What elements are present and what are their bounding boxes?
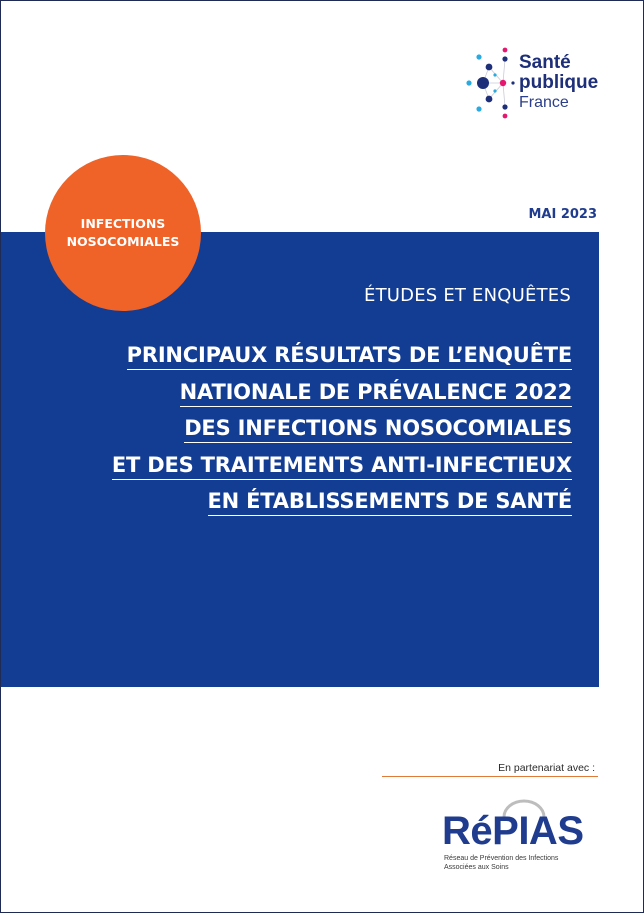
logo-wordmark (519, 53, 598, 113)
logo-line-publique: publique (519, 72, 599, 93)
title-line: EN ÉTABLISSEMENTS DE SANTÉ (208, 487, 572, 516)
publication-date: MAI 2023 (528, 207, 597, 222)
repias-wordmark: RéPIAS (442, 809, 584, 853)
sante-publique-france-logo (465, 45, 615, 121)
repias-logo (442, 799, 602, 879)
title-line: PRINCIPAUX RÉSULTATS DE L’ENQUÊTE (127, 341, 572, 370)
title-line: ET DES TRAITEMENTS ANTI-INFECTIEUX (112, 451, 572, 480)
series-category: ÉTUDES ET ENQUÊTES (364, 285, 571, 306)
topic-badge-line1: INFECTIONS (80, 216, 166, 231)
logo-line-france: France (519, 94, 569, 111)
topic-badge-line2: NOSOCOMIALES (66, 234, 180, 249)
repias-subtitle (444, 855, 558, 872)
title-line: NATIONALE DE PRÉVALENCE 2022 (180, 378, 572, 407)
repias-subtitle-line1: Réseau de Prévention des Infections (444, 855, 559, 862)
logo-line-sante: Santé (519, 52, 571, 73)
document-title (52, 339, 572, 522)
topic-badge (45, 155, 201, 311)
partnership-label: En partenariat avec : (498, 762, 595, 774)
title-line: DES INFECTIONS NOSOCOMIALES (184, 414, 572, 443)
repias-subtitle-line2: Associées aux Soins (444, 863, 509, 871)
molecule-network-icon (465, 45, 517, 121)
partnership-divider (382, 776, 598, 777)
